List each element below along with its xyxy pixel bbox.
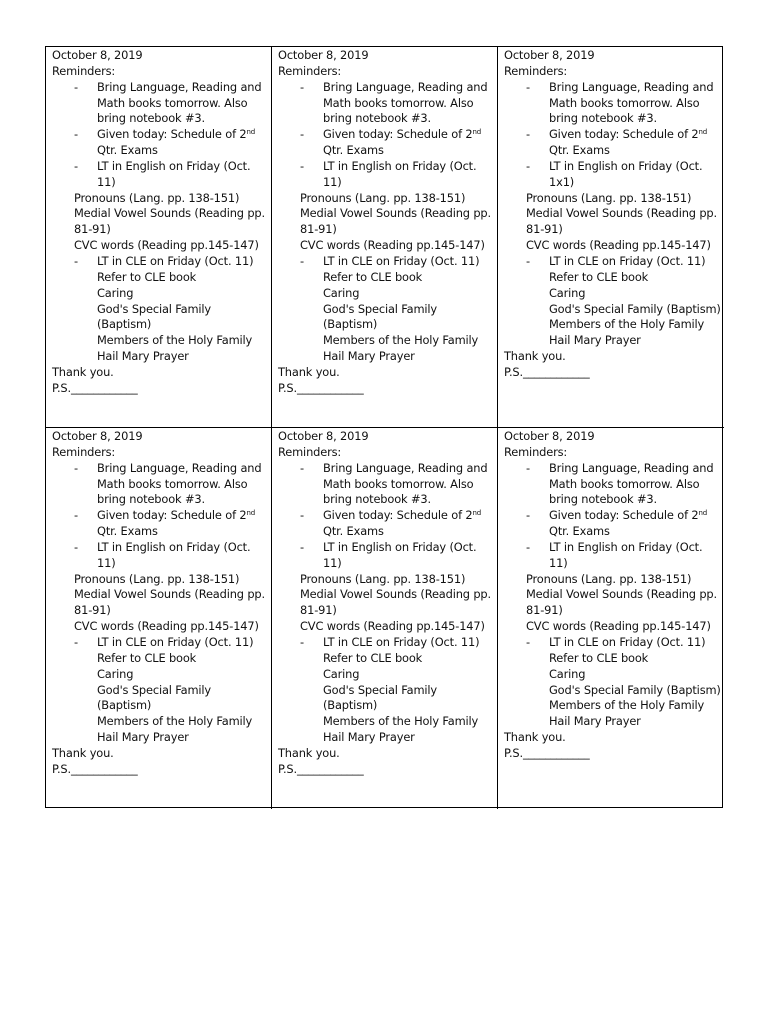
schedule-text: Given today: Schedule of 2	[549, 508, 699, 523]
reminder-item-schedule	[526, 508, 721, 540]
reminders-label: Reminders:	[52, 63, 116, 78]
reminder-item-cle-test: - LT in CLE on Friday (Oct. 11) Refer to CLE book	[526, 635, 721, 667]
cle-topic-holy-family: Members of the Holy Family	[97, 333, 253, 348]
topic-vowel-sounds: Medial Vowel Sounds (Reading pp. 81-91)	[300, 587, 491, 618]
ps-line: P.S.____________	[278, 761, 364, 776]
reminder-card	[498, 47, 724, 428]
topic-cvc-words: CVC words (Reading pp.145-147)	[526, 238, 711, 253]
reminder-item-books: - Bring Language, Reading and Math books tomorrow. Also bring notebook #3.	[74, 80, 268, 128]
cle-topic-family: God's Special Family (Baptism)	[97, 301, 212, 332]
cle-list	[278, 635, 494, 667]
ordinal-suffix: nd	[698, 509, 708, 518]
cle-topic-prayer: Hail Mary Prayer	[549, 333, 641, 348]
reminders-label: Reminders:	[52, 444, 116, 459]
topic-pronouns: Pronouns (Lang. pp. 138-151)	[300, 190, 466, 205]
topic-vowel-sounds: Medial Vowel Sounds (Reading pp. 81-91)	[74, 206, 265, 237]
reminder-item-cle-test: - LT in CLE on Friday (Oct. 11) Refer to CLE book	[300, 635, 494, 667]
cle-topic-prayer: Hail Mary Prayer	[97, 730, 189, 745]
reminders-label: Reminders:	[278, 444, 342, 459]
schedule-text-end: Qtr. Exams	[97, 143, 158, 158]
schedule-text-end: Qtr. Exams	[549, 524, 610, 539]
topic-pronouns: Pronouns (Lang. pp. 138-151)	[526, 190, 692, 205]
schedule-text: Given today: Schedule of 2	[323, 127, 473, 142]
reminder-item-schedule	[300, 508, 494, 540]
ps-line: P.S.____________	[504, 745, 590, 760]
reminder-item-english-test: - LT in English on Friday (Oct. 1x1)	[526, 159, 721, 191]
cle-topic-family: God's Special Family (Baptism)	[549, 301, 721, 316]
reminder-card	[46, 428, 272, 809]
cle-topic-caring: Caring	[97, 285, 134, 300]
cle-topic-caring: Caring	[97, 666, 134, 681]
cle-topic-caring: Caring	[323, 285, 360, 300]
ps-line: P.S.____________	[52, 761, 138, 776]
cle-topic-prayer: Hail Mary Prayer	[97, 349, 189, 364]
cle-topic-prayer: Hail Mary Prayer	[323, 730, 415, 745]
topic-cvc-words: CVC words (Reading pp.145-147)	[526, 619, 711, 634]
reminder-card	[498, 428, 724, 809]
ordinal-suffix: nd	[472, 509, 482, 518]
topic-vowel-sounds: Medial Vowel Sounds (Reading pp. 81-91)	[526, 206, 717, 237]
reminder-item-schedule	[74, 127, 268, 159]
reminder-item-cle-test: - LT in CLE on Friday (Oct. 11) Refer to CLE book	[74, 254, 268, 286]
cle-topic-family: God's Special Family (Baptism)	[323, 301, 438, 332]
reminders-label: Reminders:	[278, 63, 342, 78]
topic-pronouns: Pronouns (Lang. pp. 138-151)	[300, 571, 466, 586]
card-date: October 8, 2019	[504, 48, 595, 62]
cle-list	[278, 254, 494, 286]
ps-line: P.S.____________	[504, 364, 590, 379]
reminder-item-english-test: - LT in English on Friday (Oct. 11)	[300, 540, 494, 572]
reminder-item-schedule	[74, 508, 268, 540]
card-date: October 8, 2019	[504, 429, 595, 443]
reminder-card	[272, 428, 498, 809]
cle-topic-holy-family: Members of the Holy Family	[549, 317, 705, 332]
topic-vowel-sounds: Medial Vowel Sounds (Reading pp. 81-91)	[526, 587, 717, 618]
thank-you: Thank you.	[278, 364, 340, 379]
reminder-card	[46, 47, 272, 428]
schedule-text: Given today: Schedule of 2	[323, 508, 473, 523]
cle-topic-holy-family: Members of the Holy Family	[97, 714, 253, 729]
reminder-list	[52, 80, 268, 191]
reminder-list	[504, 461, 721, 572]
topic-vowel-sounds: Medial Vowel Sounds (Reading pp. 81-91)	[74, 587, 265, 618]
topic-pronouns: Pronouns (Lang. pp. 138-151)	[74, 190, 240, 205]
cle-list	[52, 635, 268, 667]
card-date: October 8, 2019	[278, 429, 369, 443]
thank-you: Thank you.	[52, 745, 114, 760]
reminders-label: Reminders:	[504, 63, 568, 78]
reminder-item-books: - Bring Language, Reading and Math books tomorrow. Also bring notebook #3.	[526, 80, 721, 128]
ordinal-suffix: nd	[246, 128, 256, 137]
cle-topic-caring: Caring	[549, 666, 586, 681]
reminder-item-english-test: - LT in English on Friday (Oct. 11)	[74, 540, 268, 572]
thank-you: Thank you.	[52, 364, 114, 379]
reminder-card	[272, 47, 498, 428]
card-date: October 8, 2019	[278, 48, 369, 62]
ordinal-suffix: nd	[472, 128, 482, 137]
card-date: October 8, 2019	[52, 429, 143, 443]
reminder-list	[278, 461, 494, 572]
topic-cvc-words: CVC words (Reading pp.145-147)	[300, 619, 485, 634]
reminder-list	[278, 80, 494, 191]
cle-topic-holy-family: Members of the Holy Family	[549, 698, 705, 713]
cle-list	[504, 635, 721, 667]
reminder-item-cle-test: - LT in CLE on Friday (Oct. 11) Refer to CLE book	[74, 635, 268, 667]
cle-topic-caring: Caring	[323, 666, 360, 681]
cle-topic-holy-family: Members of the Holy Family	[323, 714, 479, 729]
cle-topic-prayer: Hail Mary Prayer	[323, 349, 415, 364]
ps-line: P.S.____________	[52, 380, 138, 395]
reminder-item-books: - Bring Language, Reading and Math books tomorrow. Also bring notebook #3.	[526, 461, 721, 509]
topic-pronouns: Pronouns (Lang. pp. 138-151)	[526, 571, 692, 586]
reminder-item-cle-test: - LT in CLE on Friday (Oct. 11) Refer to CLE book	[300, 254, 494, 286]
schedule-text: Given today: Schedule of 2	[97, 127, 247, 142]
reminder-item-cle-test: - LT in CLE on Friday (Oct. 11) Refer to CLE book	[526, 254, 721, 286]
schedule-text-end: Qtr. Exams	[97, 524, 158, 539]
schedule-text: Given today: Schedule of 2	[97, 508, 247, 523]
schedule-text-end: Qtr. Exams	[323, 524, 384, 539]
reminders-label: Reminders:	[504, 444, 568, 459]
cle-topic-caring: Caring	[549, 285, 586, 300]
reminder-list	[52, 461, 268, 572]
topic-cvc-words: CVC words (Reading pp.145-147)	[74, 619, 259, 634]
cle-topic-prayer: Hail Mary Prayer	[549, 714, 641, 729]
reminder-item-schedule	[526, 127, 721, 159]
thank-you: Thank you.	[504, 349, 566, 364]
cle-topic-family: God's Special Family (Baptism)	[97, 682, 212, 713]
schedule-text-end: Qtr. Exams	[323, 143, 384, 158]
cle-topic-holy-family: Members of the Holy Family	[323, 333, 479, 348]
schedule-text: Given today: Schedule of 2	[549, 127, 699, 142]
reminder-item-books: - Bring Language, Reading and Math books tomorrow. Also bring notebook #3.	[300, 80, 494, 128]
reminder-item-english-test: - LT in English on Friday (Oct. 11)	[526, 540, 721, 572]
card-date: October 8, 2019	[52, 48, 143, 62]
cle-topic-family: God's Special Family (Baptism)	[323, 682, 438, 713]
cle-topic-family: God's Special Family (Baptism)	[549, 682, 721, 697]
topic-vowel-sounds: Medial Vowel Sounds (Reading pp. 81-91)	[300, 206, 491, 237]
topic-cvc-words: CVC words (Reading pp.145-147)	[74, 238, 259, 253]
cle-list	[52, 254, 268, 286]
reminder-list	[504, 80, 721, 191]
thank-you: Thank you.	[504, 730, 566, 745]
topic-cvc-words: CVC words (Reading pp.145-147)	[300, 238, 485, 253]
topic-pronouns: Pronouns (Lang. pp. 138-151)	[74, 571, 240, 586]
ordinal-suffix: nd	[698, 128, 708, 137]
reminder-item-english-test: - LT in English on Friday (Oct. 11)	[300, 159, 494, 191]
cle-list	[504, 254, 721, 286]
thank-you: Thank you.	[278, 745, 340, 760]
reminder-item-english-test: - LT in English on Friday (Oct. 11)	[74, 159, 268, 191]
reminder-sheet	[45, 46, 723, 808]
schedule-text-end: Qtr. Exams	[549, 143, 610, 158]
reminder-item-books: - Bring Language, Reading and Math books tomorrow. Also bring notebook #3.	[300, 461, 494, 509]
reminder-item-schedule	[300, 127, 494, 159]
ps-line: P.S.____________	[278, 380, 364, 395]
reminder-item-books: - Bring Language, Reading and Math books tomorrow. Also bring notebook #3.	[74, 461, 268, 509]
ordinal-suffix: nd	[246, 509, 256, 518]
